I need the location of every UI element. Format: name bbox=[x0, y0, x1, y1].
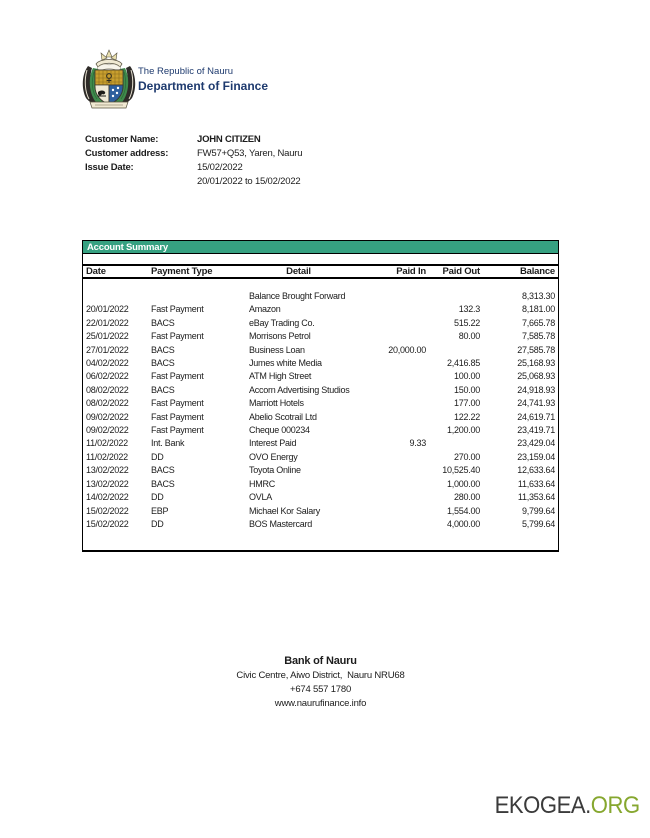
cell-balance: 25,068.93 bbox=[517, 371, 555, 382]
customer-name-label: Customer Name: bbox=[85, 134, 159, 145]
cell-balance: 8,313.30 bbox=[521, 291, 555, 301]
cell-payment-type: BACS bbox=[151, 317, 175, 328]
account-summary-title: Account Summary bbox=[87, 241, 168, 253]
issue-date-value: 15/02/2022 bbox=[197, 162, 243, 173]
cell-date: 09/02/2022 bbox=[86, 411, 129, 422]
cell-payment-type: BACS bbox=[151, 478, 175, 489]
cell-paid-in bbox=[351, 303, 429, 316]
cell-paid-in bbox=[351, 290, 429, 303]
cell-balance: 23,419.71 bbox=[517, 425, 555, 436]
cell-payment-type: DD bbox=[151, 451, 164, 462]
cell-paid-out: 280.00 bbox=[453, 492, 480, 503]
cell-paid-out: 270.00 bbox=[453, 451, 480, 462]
cell-balance: 11,633.64 bbox=[517, 478, 555, 489]
cell-detail: Amazon bbox=[249, 304, 281, 315]
cell-payment-type: Fast Payment bbox=[151, 331, 204, 342]
table-row bbox=[83, 464, 558, 477]
cell-paid-out: 80.00 bbox=[458, 331, 480, 342]
cell-paid-in bbox=[351, 411, 429, 424]
cell-balance: 25,168.93 bbox=[517, 358, 555, 369]
cell-balance: 9,799.64 bbox=[521, 505, 555, 516]
cell-date: 08/02/2022 bbox=[86, 384, 129, 395]
cell-payment-type: EBP bbox=[151, 505, 169, 516]
cell-balance: 27,585.78 bbox=[517, 344, 555, 355]
cell-date: 14/02/2022 bbox=[86, 492, 129, 503]
column-header-payment-type: Payment Type bbox=[151, 266, 213, 277]
column-header-date: Date bbox=[86, 266, 106, 277]
cell-balance: 23,159.04 bbox=[517, 451, 555, 462]
cell-paid-out bbox=[429, 437, 483, 450]
issue-date-label: Issue Date: bbox=[85, 162, 134, 173]
cell-detail: Jumes white Media bbox=[249, 358, 322, 369]
cell-date: 06/02/2022 bbox=[86, 371, 129, 382]
cell-paid-in bbox=[351, 478, 429, 491]
table-row bbox=[83, 505, 558, 518]
cell-detail: Abelio Scotrail Ltd bbox=[249, 411, 317, 422]
table-row bbox=[83, 384, 558, 397]
statement-period-value: 20/01/2022 to 15/02/2022 bbox=[197, 176, 301, 187]
department-name: Department of Finance bbox=[138, 79, 269, 93]
cell-payment-type: BACS bbox=[151, 384, 175, 395]
customer-info bbox=[85, 133, 302, 189]
cell-detail: Marriott Hotels bbox=[249, 398, 304, 409]
cell-paid-out: 150.00 bbox=[453, 384, 480, 395]
watermark-green-part: ORG bbox=[591, 792, 640, 819]
column-header-paid-in: Paid In bbox=[396, 266, 426, 277]
cell-detail: OVLA bbox=[249, 492, 273, 503]
cell-paid-in bbox=[351, 370, 429, 383]
cell-payment-type: BACS bbox=[151, 358, 175, 369]
table-row bbox=[83, 451, 558, 464]
account-summary-title-bar bbox=[82, 240, 559, 254]
cell-paid-in bbox=[351, 518, 429, 531]
cell-balance: 8,181.00 bbox=[521, 304, 555, 315]
table-row bbox=[83, 411, 558, 424]
cell-date: 13/02/2022 bbox=[86, 465, 129, 476]
watermark-dark-part: EKOGEA. bbox=[494, 792, 592, 819]
cell-paid-in bbox=[351, 464, 429, 477]
cell-payment-type: Fast Payment bbox=[151, 411, 204, 422]
issue-date-row bbox=[85, 161, 302, 175]
cell-paid-in bbox=[351, 397, 429, 410]
cell-paid-in bbox=[351, 317, 429, 330]
cell-detail: OVO Energy bbox=[249, 451, 298, 462]
cell-date bbox=[83, 290, 148, 303]
cell-payment-type: Fast Payment bbox=[151, 304, 204, 315]
cell-detail: Balance Brought Forward bbox=[249, 291, 346, 301]
cell-detail: Cheque 000234 bbox=[249, 425, 310, 436]
cell-date: 25/01/2022 bbox=[86, 331, 129, 342]
cell-detail: eBay Trading Co. bbox=[249, 317, 315, 328]
nauru-coat-of-arms-logo bbox=[80, 48, 138, 112]
cell-date: 27/01/2022 bbox=[86, 344, 129, 355]
cell-paid-in bbox=[351, 330, 429, 343]
customer-address-row bbox=[85, 147, 302, 161]
cell-balance: 12,633.64 bbox=[517, 465, 555, 476]
cell-date: 15/02/2022 bbox=[86, 518, 129, 529]
table-row bbox=[83, 478, 558, 491]
cell-date: 22/01/2022 bbox=[86, 317, 129, 328]
cell-paid-out: 4,000.00 bbox=[446, 518, 480, 529]
cell-balance: 11,353.64 bbox=[517, 492, 555, 503]
table-row bbox=[83, 344, 558, 357]
bank-address: Civic Centre, Aiwo District, Nauru NRU68 bbox=[236, 670, 405, 681]
cell-date: 13/02/2022 bbox=[86, 478, 129, 489]
cell-paid-out: 1,200.00 bbox=[446, 425, 480, 436]
column-header-detail: Detail bbox=[286, 266, 311, 277]
cell-payment-type bbox=[148, 290, 246, 303]
cell-date: 04/02/2022 bbox=[86, 358, 129, 369]
cell-payment-type: Fast Payment bbox=[151, 371, 204, 382]
cell-detail: Accorn Advertising Studios bbox=[249, 384, 350, 395]
cell-paid-in bbox=[351, 424, 429, 437]
table-body bbox=[82, 279, 559, 552]
cell-balance: 5,799.64 bbox=[521, 518, 555, 529]
cell-paid-in bbox=[351, 491, 429, 504]
cell-payment-type: Fast Payment bbox=[151, 425, 204, 436]
cell-balance: 24,918.93 bbox=[517, 384, 555, 395]
cell-paid-in bbox=[351, 505, 429, 518]
bank-footer bbox=[82, 654, 559, 711]
cell-detail: BOS Mastercard bbox=[249, 518, 313, 529]
customer-name-row bbox=[85, 133, 302, 147]
table-row bbox=[83, 518, 558, 531]
cell-detail: Interest Paid bbox=[249, 438, 297, 449]
cell-paid-out: 100.00 bbox=[453, 371, 480, 382]
customer-address-label: Customer address: bbox=[85, 148, 169, 159]
cell-date: 09/02/2022 bbox=[86, 425, 129, 436]
cell-date: 20/01/2022 bbox=[86, 304, 129, 315]
country-name: The Republic of Nauru bbox=[138, 66, 234, 77]
cell-detail: Toyota Online bbox=[249, 465, 301, 476]
table-row bbox=[83, 357, 558, 370]
table-spacer-row bbox=[82, 254, 559, 264]
bank-name: Bank of Nauru bbox=[284, 655, 357, 667]
table-row bbox=[83, 290, 558, 303]
cell-paid-in: 20,000.00 bbox=[388, 344, 426, 355]
cell-balance: 24,619.71 bbox=[517, 411, 555, 422]
customer-address-value: FW57+Q53, Yaren, Nauru bbox=[197, 148, 303, 159]
cell-balance: 7,585.78 bbox=[521, 331, 555, 342]
statement-period-row bbox=[85, 175, 302, 189]
cell-detail: Morrisons Petrol bbox=[249, 331, 311, 342]
cell-balance: 24,741.93 bbox=[517, 398, 555, 409]
account-summary-table bbox=[82, 240, 559, 552]
column-header-paid-out: Paid Out bbox=[442, 266, 480, 277]
cell-payment-type: Fast Payment bbox=[151, 398, 204, 409]
cell-payment-type: DD bbox=[151, 518, 164, 529]
cell-detail: ATM High Street bbox=[249, 371, 312, 382]
table-header-row bbox=[82, 264, 559, 279]
cell-payment-type: Int. Bank bbox=[151, 438, 185, 449]
cell-payment-type: BACS bbox=[151, 344, 175, 355]
cell-paid-in bbox=[351, 384, 429, 397]
column-header-balance: Balance bbox=[519, 266, 555, 277]
cell-paid-out: 177.00 bbox=[453, 398, 480, 409]
cell-paid-in: 9.33 bbox=[409, 438, 426, 449]
cell-paid-out: 1,000.00 bbox=[446, 478, 480, 489]
cell-paid-out: 122.22 bbox=[453, 411, 480, 422]
bank-website: www.naurufinance.info bbox=[274, 698, 367, 709]
cell-detail: Business Loan bbox=[249, 344, 305, 355]
customer-name-value: JOHN CITIZEN bbox=[197, 134, 261, 145]
cell-paid-out: 2,416.85 bbox=[446, 358, 480, 369]
cell-paid-out: 132.3 bbox=[458, 304, 480, 315]
ekogea-watermark bbox=[495, 792, 640, 820]
cell-paid-in bbox=[351, 451, 429, 464]
table-row bbox=[83, 491, 558, 504]
cell-paid-out: 515.22 bbox=[453, 317, 480, 328]
cell-balance: 23,429.04 bbox=[517, 438, 555, 449]
cell-date: 11/02/2022 bbox=[86, 451, 128, 462]
cell-paid-out bbox=[429, 290, 483, 303]
cell-balance: 7,665.78 bbox=[521, 317, 555, 328]
coat-of-arms-graphic bbox=[80, 48, 138, 112]
table-row bbox=[83, 317, 558, 330]
cell-payment-type: BACS bbox=[151, 465, 175, 476]
cell-paid-out bbox=[429, 344, 483, 357]
table-row bbox=[83, 437, 558, 450]
table-row bbox=[83, 370, 558, 383]
cell-date: 11/02/2022 bbox=[86, 438, 128, 449]
cell-detail: Michael Kor Salary bbox=[249, 505, 321, 516]
table-row bbox=[83, 397, 558, 410]
table-row bbox=[83, 303, 558, 316]
table-row bbox=[83, 330, 558, 343]
cell-date: 15/02/2022 bbox=[86, 505, 129, 516]
cell-detail: HMRC bbox=[249, 478, 275, 489]
cell-paid-out: 10,525.40 bbox=[442, 465, 480, 476]
cell-paid-in bbox=[351, 357, 429, 370]
bank-phone: +674 557 1780 bbox=[289, 684, 352, 695]
cell-paid-out: 1,554.00 bbox=[446, 505, 480, 516]
cell-date: 08/02/2022 bbox=[86, 398, 129, 409]
table-row bbox=[83, 424, 558, 437]
cell-payment-type: DD bbox=[151, 492, 164, 503]
agency-header bbox=[138, 66, 268, 93]
